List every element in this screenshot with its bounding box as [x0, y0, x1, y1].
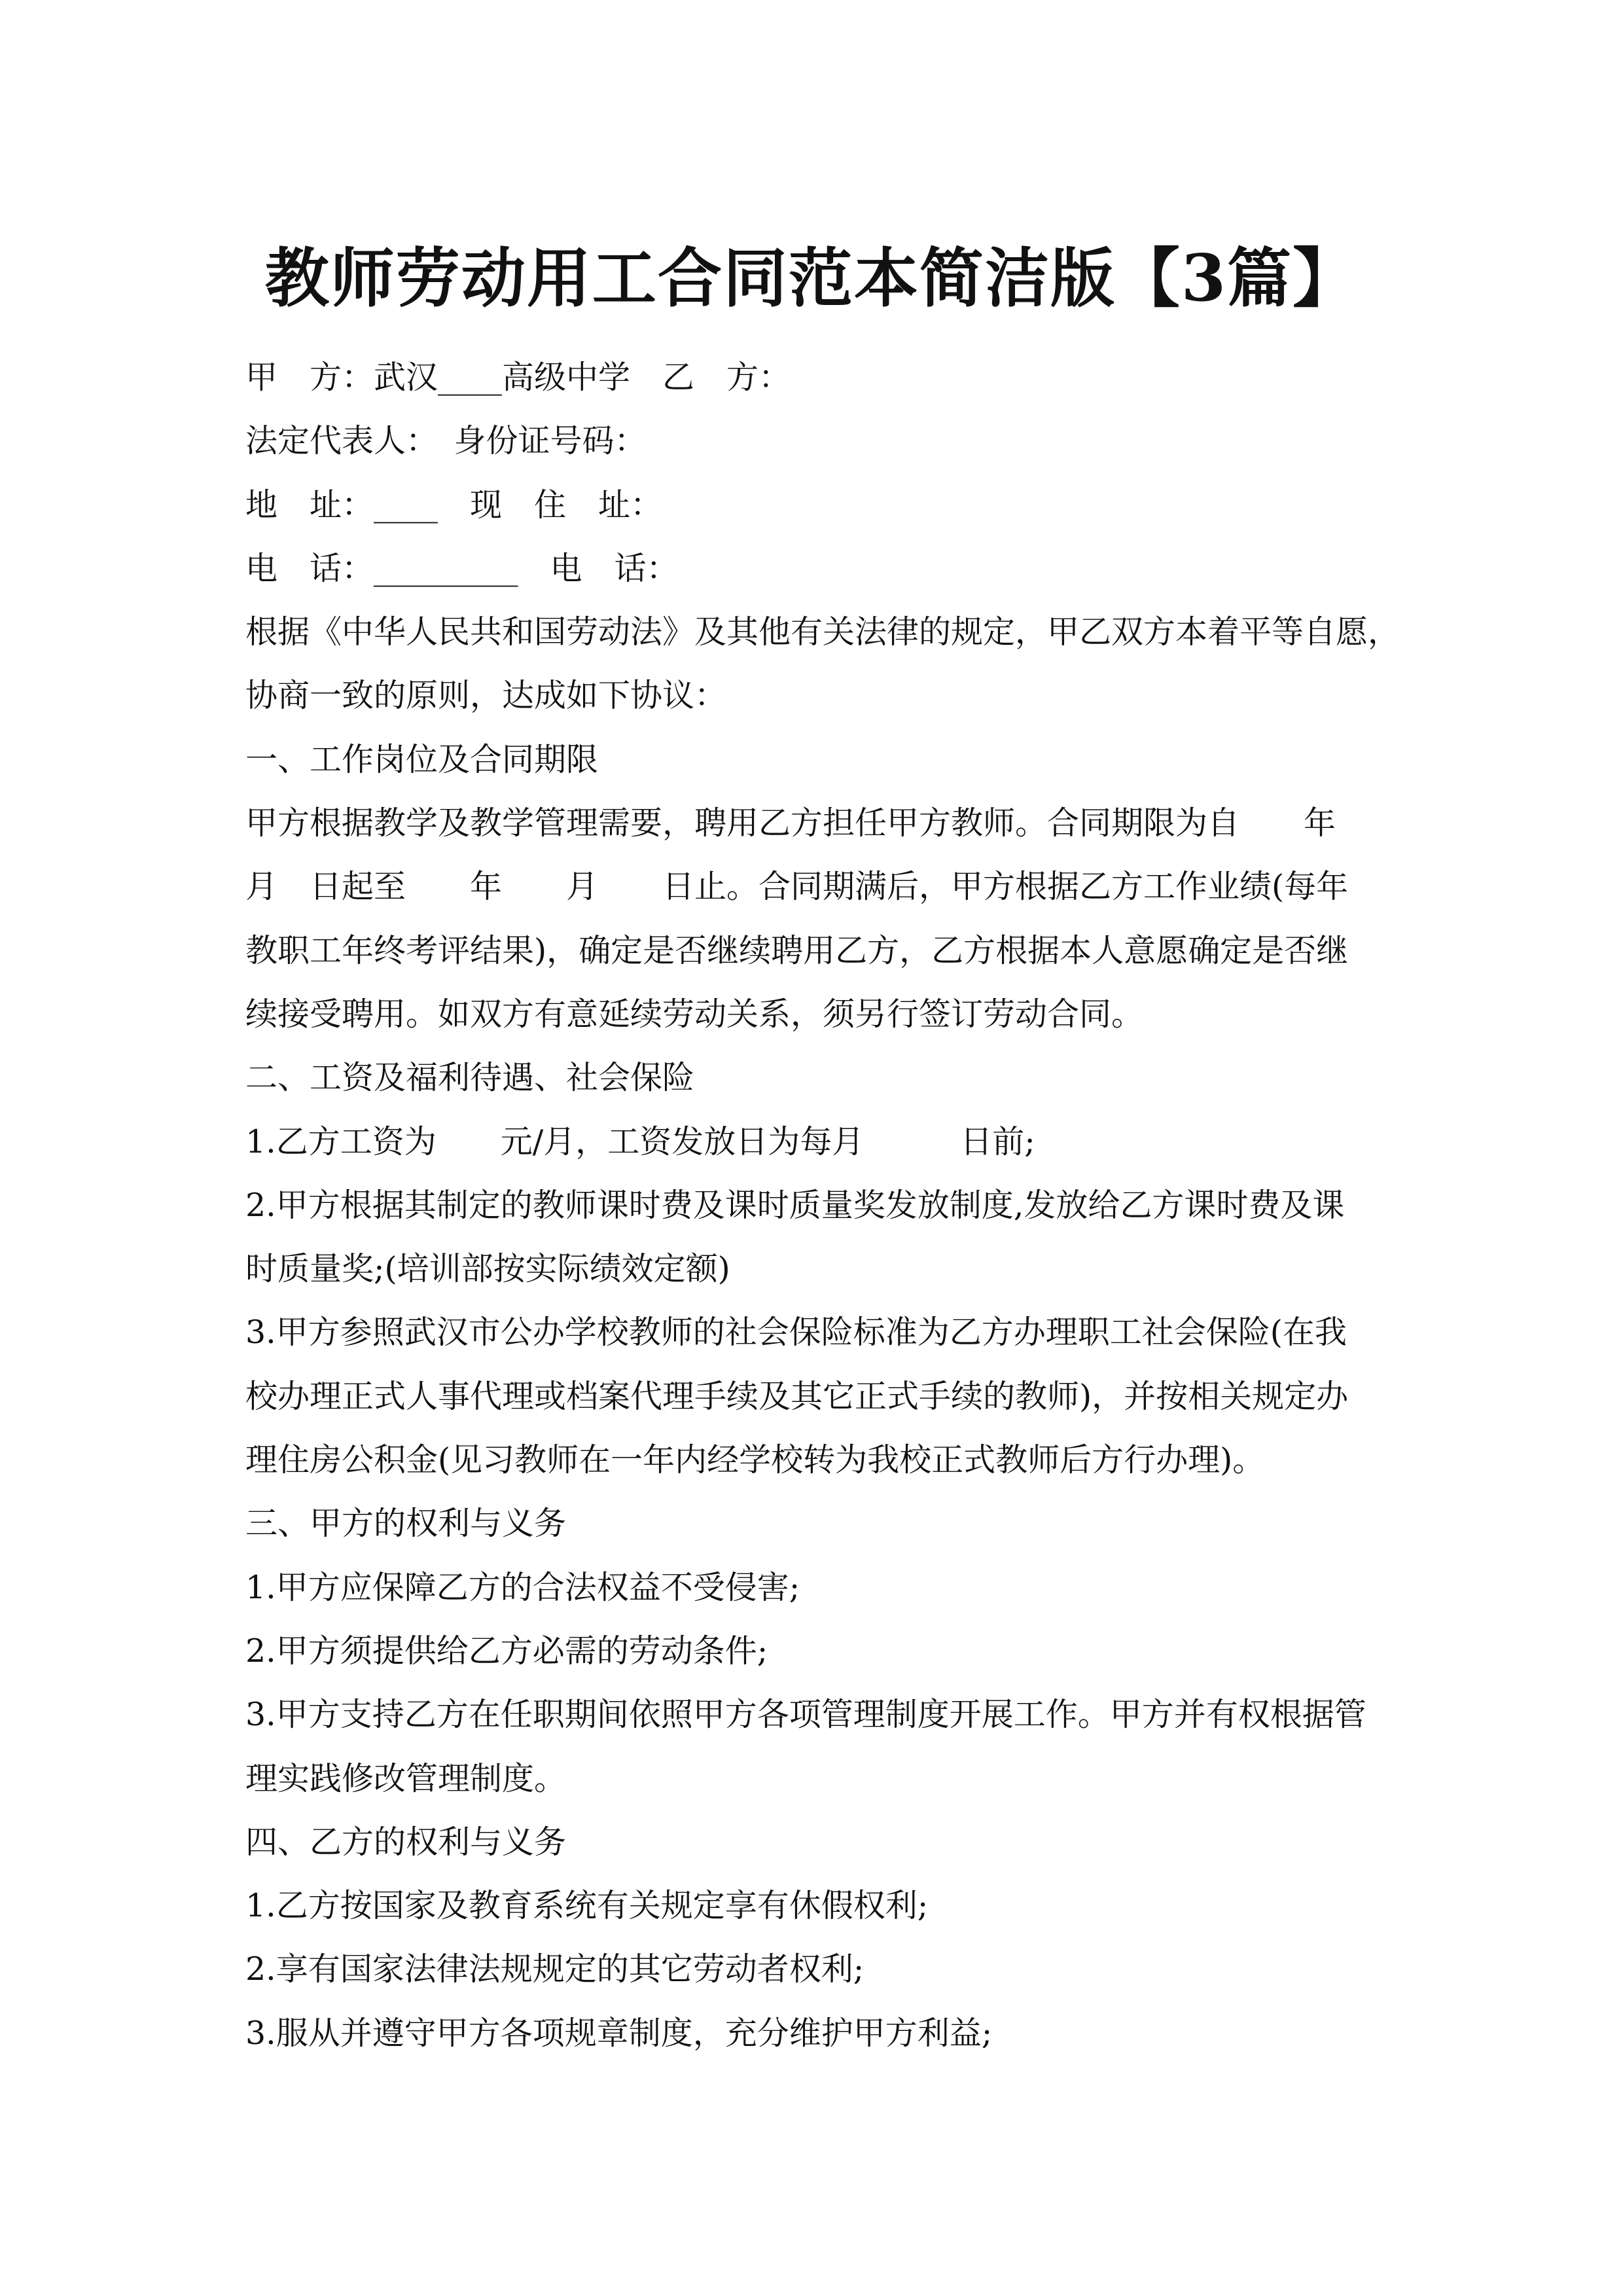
- phone-line: 电 话：_________ 电 话：: [245, 549, 679, 587]
- document-title: 教师劳动用工合同范本简洁版【3篇】: [264, 240, 1359, 316]
- clause-line: 3.甲方支持乙方在任职期间依照甲方各项管理制度开展工作。甲方并有权根据管: [245, 1696, 1366, 1734]
- paragraph-line: 根据《中华人民共和国劳动法》及其他有关法律的规定，甲乙双方本着平等自愿，: [245, 613, 1400, 651]
- section-heading: 二、工资及福利待遇、社会保险: [245, 1059, 695, 1097]
- clause-line: 1.甲方应保障乙方的合法权益不受侵害;: [245, 1568, 800, 1606]
- section-heading: 四、乙方的权利与义务: [245, 1823, 567, 1861]
- document-body: [245, 346, 1400, 2065]
- clause-line: 3.服从并遵守甲方各项规章制度，充分维护甲方利益;: [245, 2014, 993, 2052]
- clause-line: 3.甲方参照武汉市公办学校教师的社会保险标准为乙方办理职工社会保险(在我: [245, 1314, 1347, 1352]
- paragraph-line: 协商一致的原则，达成如下协议：: [245, 677, 727, 715]
- clause-line: 2.享有国家法律法规规定的其它劳动者权利;: [245, 1950, 865, 1988]
- clause-line: 理住房公积金(见习教师在一年内经学校转为我校正式教师后方行办理)。: [245, 1441, 1265, 1479]
- address-line: 地 址：____ 现 住 址：: [245, 486, 663, 524]
- clause-line: 2.甲方须提供给乙方必需的劳动条件;: [245, 1632, 768, 1670]
- party-line: 甲 方：武汉____高级中学 乙 方：: [245, 359, 791, 396]
- paragraph-line: 甲方根据教学及教学管理需要，聘用乙方担任甲方教师。合同期限为自 年: [245, 804, 1336, 842]
- clause-line: 1.乙方按国家及教育系统有关规定享有休假权利;: [245, 1887, 929, 1925]
- section-heading: 一、工作岗位及合同期限: [245, 740, 599, 778]
- paragraph-line: 月 日起至 年 月 日止。合同期满后，甲方根据乙方工作业绩(每年: [245, 868, 1349, 906]
- clause-line: 1.乙方工资为 元/月，工资发放日为每月 日前;: [245, 1122, 1035, 1160]
- clause-line: 校办理正式人事代理或档案代理手续及其它正式手续的教师)，并按相关规定办: [245, 1377, 1349, 1415]
- clause-line: 理实践修改管理制度。: [245, 1759, 567, 1797]
- clause-line: 时质量奖;(培训部按实际绩效定额): [245, 1250, 730, 1288]
- paragraph-line: 教职工年终考评结果)，确定是否继续聘用乙方，乙方根据本人意愿确定是否继: [245, 931, 1349, 969]
- section-heading: 三、甲方的权利与义务: [245, 1505, 567, 1543]
- clause-line: 2.甲方根据其制定的教师课时费及课时质量奖发放制度,发放给乙方课时费及课: [245, 1186, 1345, 1224]
- representative-line: 法定代表人： 身份证号码：: [245, 422, 647, 460]
- paragraph-line: 续接受聘用。如双方有意延续劳动关系，须另行签订劳动合同。: [245, 995, 1144, 1033]
